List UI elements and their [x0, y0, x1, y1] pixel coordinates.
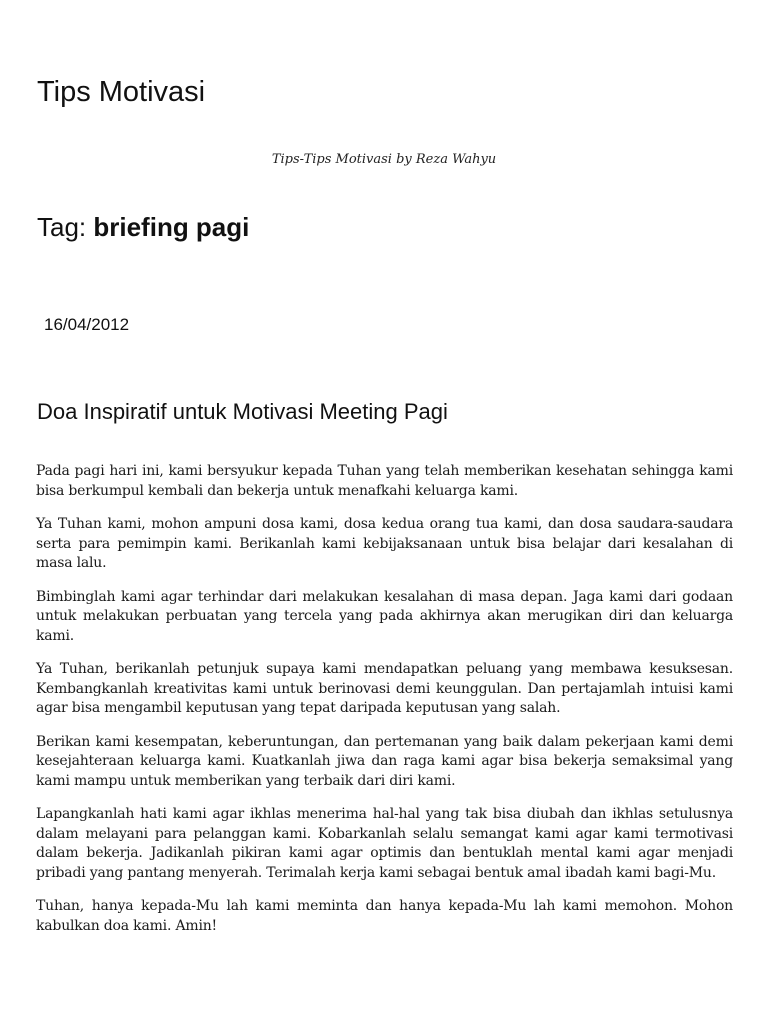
post-paragraph: Ya Tuhan kami, mohon ampuni dosa kami, dosa kedua orang tua kami, dan dosa saudara-saudara serta para pemimpin kami. Berikanlah kami kebijaksanaan untuk bisa belajar dari kesalahan di masa lalu. — [36, 516, 733, 571]
post-paragraph: Pada pagi hari ini, kami bersyukur kepada Tuhan yang telah memberikan kesehatan sehingga kami bisa berkumpul kembali dan bekerja untuk menafkahi keluarga kami. — [36, 463, 733, 499]
post-paragraph: Berikan kami kesempatan, keberuntungan, dan pertemanan yang baik dalam pekerjaan kami demi kesejahteraan keluarga kami. Kuatkanlah jiwa dan raga kami agar bisa bekerja semaksimal yang kami mampu untuk memberikan yang terbaik dari diri kami. — [36, 733, 733, 789]
site-title-link[interactable]: Tips Motivasi — [37, 76, 206, 108]
post-paragraph: Bimbinglah kami agar terhindar dari melakukan kesalahan di masa depan. Jaga kami dari godaan untuk melakukan perbuatan yang tercela yang pada akhirnya akan merugikan diri dan keluarga kami. — [36, 588, 733, 644]
site-tagline: Tips-Tips Motivasi by Reza Wahyu — [271, 152, 497, 167]
post-date-link[interactable]: 16/04/2012 — [44, 315, 130, 334]
archive-prefix: Tag: — [37, 212, 94, 242]
post-paragraph: Lapangkanlah hati kami agar ikhlas menerima hal-hal yang tak bisa diubah dan ikhlas setulusnya dalam melayani para pelanggan kami. Kobarkanlah selalu semangat kami agar kami termotivasi dalam bekerja. Jadikanlah pikiran kami agar optimis dan bentuklah mental kami agar menjadi pribadi yang pantang menyerah. Terimalah kerja kami sebagai bentuk amal ibadah kami bagi-Mu. — [36, 806, 733, 881]
post-paragraph: Ya Tuhan, berikanlah petunjuk supaya kami mendapatkan peluang yang membawa kesuksesan. Kembangkanlah kreativitas kami untuk berinovasi demi keunggulan. Dan pertajamlah intuisi kami agar bisa mengambil keputusan yang tepat daripada keputusan yang salah. — [36, 661, 733, 716]
post-paragraph: Tuhan, hanya kepada-Mu lah kami meminta dan hanya kepada-Mu lah kami memohon. Mohon kabulkan doa kami. Amin! — [36, 898, 733, 934]
post-body — [36, 462, 733, 950]
post-title-link[interactable]: Doa Inspiratif untuk Motivasi Meeting Pagi — [37, 399, 448, 424]
archive-tag-name: briefing pagi — [93, 212, 250, 242]
archive-heading — [37, 210, 249, 244]
